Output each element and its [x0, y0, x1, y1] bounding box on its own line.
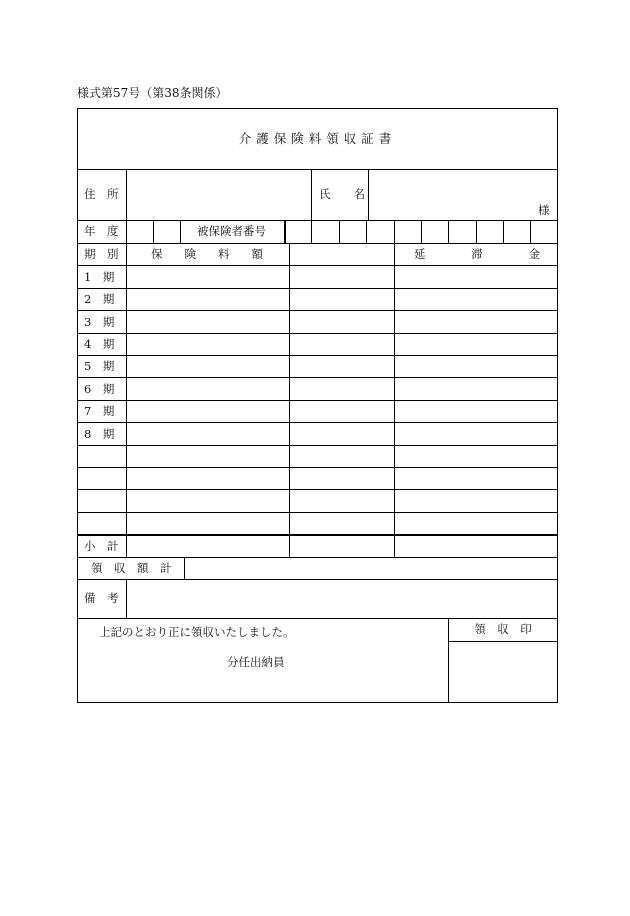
year-box-divider — [180, 220, 181, 243]
digit-box-divider — [394, 220, 395, 243]
rule-total-bottom — [77, 579, 558, 580]
digit-box-divider — [476, 220, 477, 243]
rule-row — [77, 310, 558, 311]
premium-header-char: 険 — [184, 247, 196, 261]
rule-row — [77, 377, 558, 378]
form-number: 様式第57号（第38条関係） — [77, 86, 228, 100]
col-total-divider — [184, 557, 185, 579]
rule-row — [77, 400, 558, 401]
receipt-total-label: 領 収 額 計 — [91, 561, 172, 575]
rule-row — [77, 467, 558, 468]
subtotal-label: 小 計 — [84, 539, 119, 553]
address-label: 住 所 — [84, 187, 119, 201]
premium-header — [151, 249, 263, 261]
honorific-label: 様 — [538, 203, 550, 217]
period-label: 8 期 — [84, 427, 115, 441]
period-header: 期 別 — [84, 247, 119, 261]
rule-title-bottom — [77, 169, 558, 170]
rule-subtotal-bottom — [77, 557, 558, 558]
col-period-divider — [126, 243, 127, 557]
rule-row — [77, 288, 558, 289]
receipt-form — [77, 108, 558, 703]
form-title: 介護保険料領収証書 — [238, 131, 397, 146]
premium-header-char: 保 — [151, 247, 163, 261]
rule-year-bottom — [77, 243, 558, 244]
late-fee-header — [414, 249, 540, 261]
period-label: 3 期 — [84, 315, 115, 329]
premium-header-char: 料 — [218, 247, 230, 261]
digit-box-divider — [421, 220, 422, 243]
stamp-label: 領 収 印 — [474, 622, 532, 636]
rule-row — [77, 445, 558, 446]
late-fee-header-char: 金 — [528, 247, 540, 261]
rule-row — [77, 489, 558, 490]
period-label: 2 期 — [84, 292, 115, 306]
digit-box-divider — [503, 220, 504, 243]
col-name-left — [311, 169, 312, 220]
remarks-label: 備 考 — [84, 591, 119, 605]
rule-row — [77, 422, 558, 423]
rule-header-bottom — [77, 265, 558, 266]
digit-box-divider — [366, 220, 367, 243]
col-latefee-divider — [394, 243, 395, 557]
period-label: 1 期 — [84, 270, 115, 284]
insured-number-divider — [284, 220, 286, 243]
name-label: 氏 名 — [319, 187, 365, 201]
rule-row — [77, 333, 558, 334]
rule-before-subtotal — [77, 534, 558, 536]
rule-stamp-header-bottom — [448, 641, 558, 642]
digit-box-divider — [311, 220, 312, 243]
period-label: 6 期 — [84, 382, 115, 396]
rule-remarks-bottom — [77, 618, 558, 619]
period-label: 4 期 — [84, 337, 115, 351]
period-label: 5 期 — [84, 359, 115, 373]
insured-number-label: 被保険者番号 — [197, 224, 266, 238]
col-label-divider — [126, 169, 127, 243]
col-premium-divider — [289, 243, 290, 557]
year-box-divider — [153, 220, 154, 243]
col-remarks-divider — [126, 579, 127, 618]
digit-box-divider — [339, 220, 340, 243]
digit-box-divider — [530, 220, 531, 243]
digit-box-divider — [448, 220, 449, 243]
late-fee-header-char: 滞 — [471, 247, 483, 261]
confirmation-text: 上記のとおり正に領収いたしました。 — [99, 625, 295, 639]
period-label: 7 期 — [84, 404, 115, 418]
officer-label: 分任出納員 — [227, 655, 285, 669]
rule-row — [77, 512, 558, 513]
premium-header-char: 額 — [251, 247, 263, 261]
late-fee-header-char: 延 — [414, 247, 426, 261]
rule-row — [77, 355, 558, 356]
year-label: 年 度 — [84, 224, 119, 238]
col-name-right — [368, 169, 369, 220]
rule-address-bottom — [77, 220, 558, 221]
